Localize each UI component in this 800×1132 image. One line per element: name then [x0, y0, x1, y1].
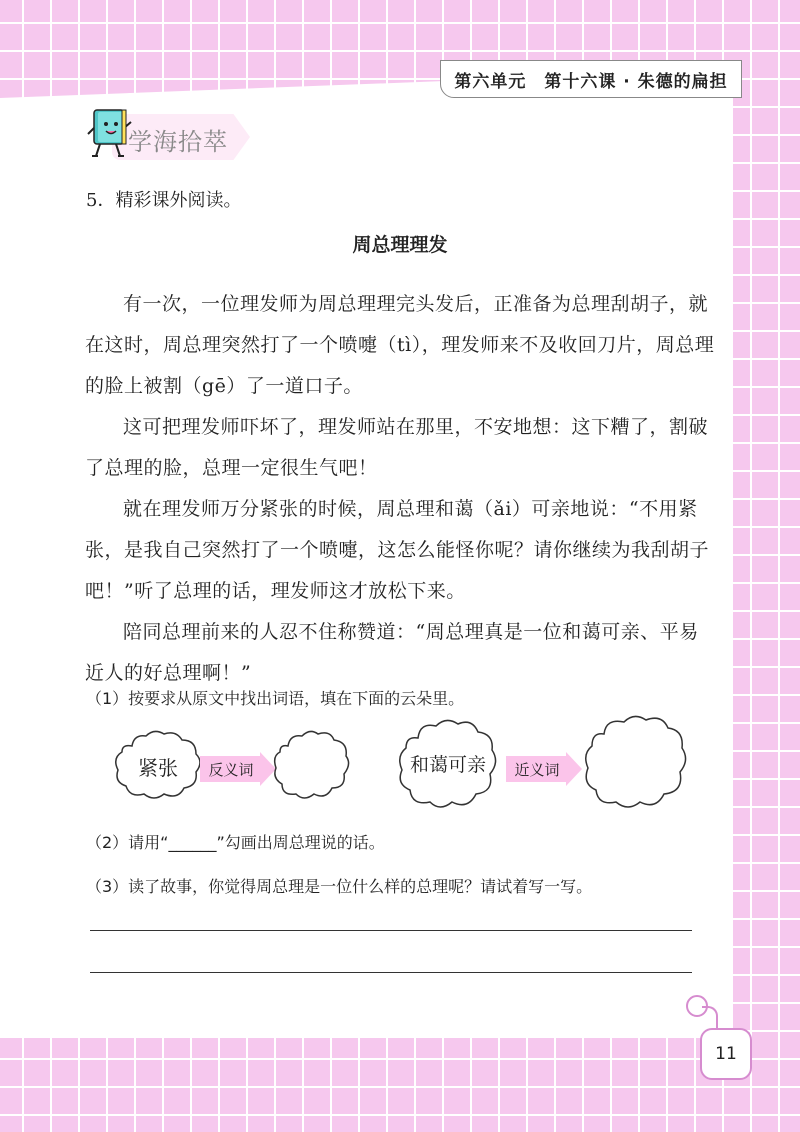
section-badge	[82, 104, 252, 168]
cloud-word-2-text: 和蔼可亲	[409, 754, 486, 776]
story-body	[85, 284, 715, 694]
synonym-arrow	[506, 752, 582, 786]
antonym-arrow-label: 反义词	[208, 761, 254, 779]
sub-question-2: （2）请用“______”勾画出周总理说的话。	[86, 833, 385, 852]
page-number: 11	[700, 1028, 752, 1080]
cloud-word-2	[396, 716, 500, 812]
sub-question-1: （1）按要求从原文中找出词语，填在下面的云朵里。	[86, 689, 465, 708]
synonym-arrow-label: 近义词	[514, 761, 560, 779]
cloud-blank-1[interactable]	[272, 728, 352, 802]
cloud-shape	[272, 728, 352, 802]
story-paragraph: 有一次，一位理发师为周总理理完头发后，正准备为总理刮胡子，就在这时，周总理突然打了一个喷嚏（tì），理发师来不及收回刀片，周总理的脸上被割（gē）了一道口子。	[85, 293, 715, 397]
antonym-arrow	[200, 752, 276, 786]
answer-line-2[interactable]	[90, 972, 692, 973]
book-mascot-icon	[86, 104, 134, 164]
story-paragraph: 陪同总理前来的人忍不住称赞道：“周总理真是一位和蔼可亲、平易近人的好总理啊！”	[85, 621, 699, 684]
sub-question-3: （3）读了故事，你觉得周总理是一位什么样的总理呢？请试着写一写。	[86, 877, 593, 896]
cloud-shape	[582, 712, 690, 812]
story-paragraph: 这可把理发师吓坏了，理发师站在那里，不安地想：这下糟了，割破了总理的脸，总理一定很生气吧！	[85, 416, 709, 479]
answer-line-1[interactable]	[90, 930, 692, 931]
section-title: 学海拾萃	[128, 128, 228, 156]
story-title: 周总理理发	[352, 234, 448, 256]
cloud-word-1-text: 紧张	[138, 756, 178, 780]
unit-lesson-header: 第六单元 第十六课 · 朱德的扁担	[440, 60, 742, 98]
question-5-label: 5．精彩课外阅读。	[86, 190, 242, 211]
cloud-word-1	[112, 728, 204, 802]
story-paragraph: 就在理发师万分紧张的时候，周总理和蔼（ǎi）可亲地说：“不用紧张，是我自己突然打了一个喷嚏，这怎么能怪你呢？请你继续为我刮胡子吧！”听了总理的话，理发师这才放松下来。	[85, 498, 710, 602]
cloud-blank-2[interactable]	[582, 712, 690, 812]
